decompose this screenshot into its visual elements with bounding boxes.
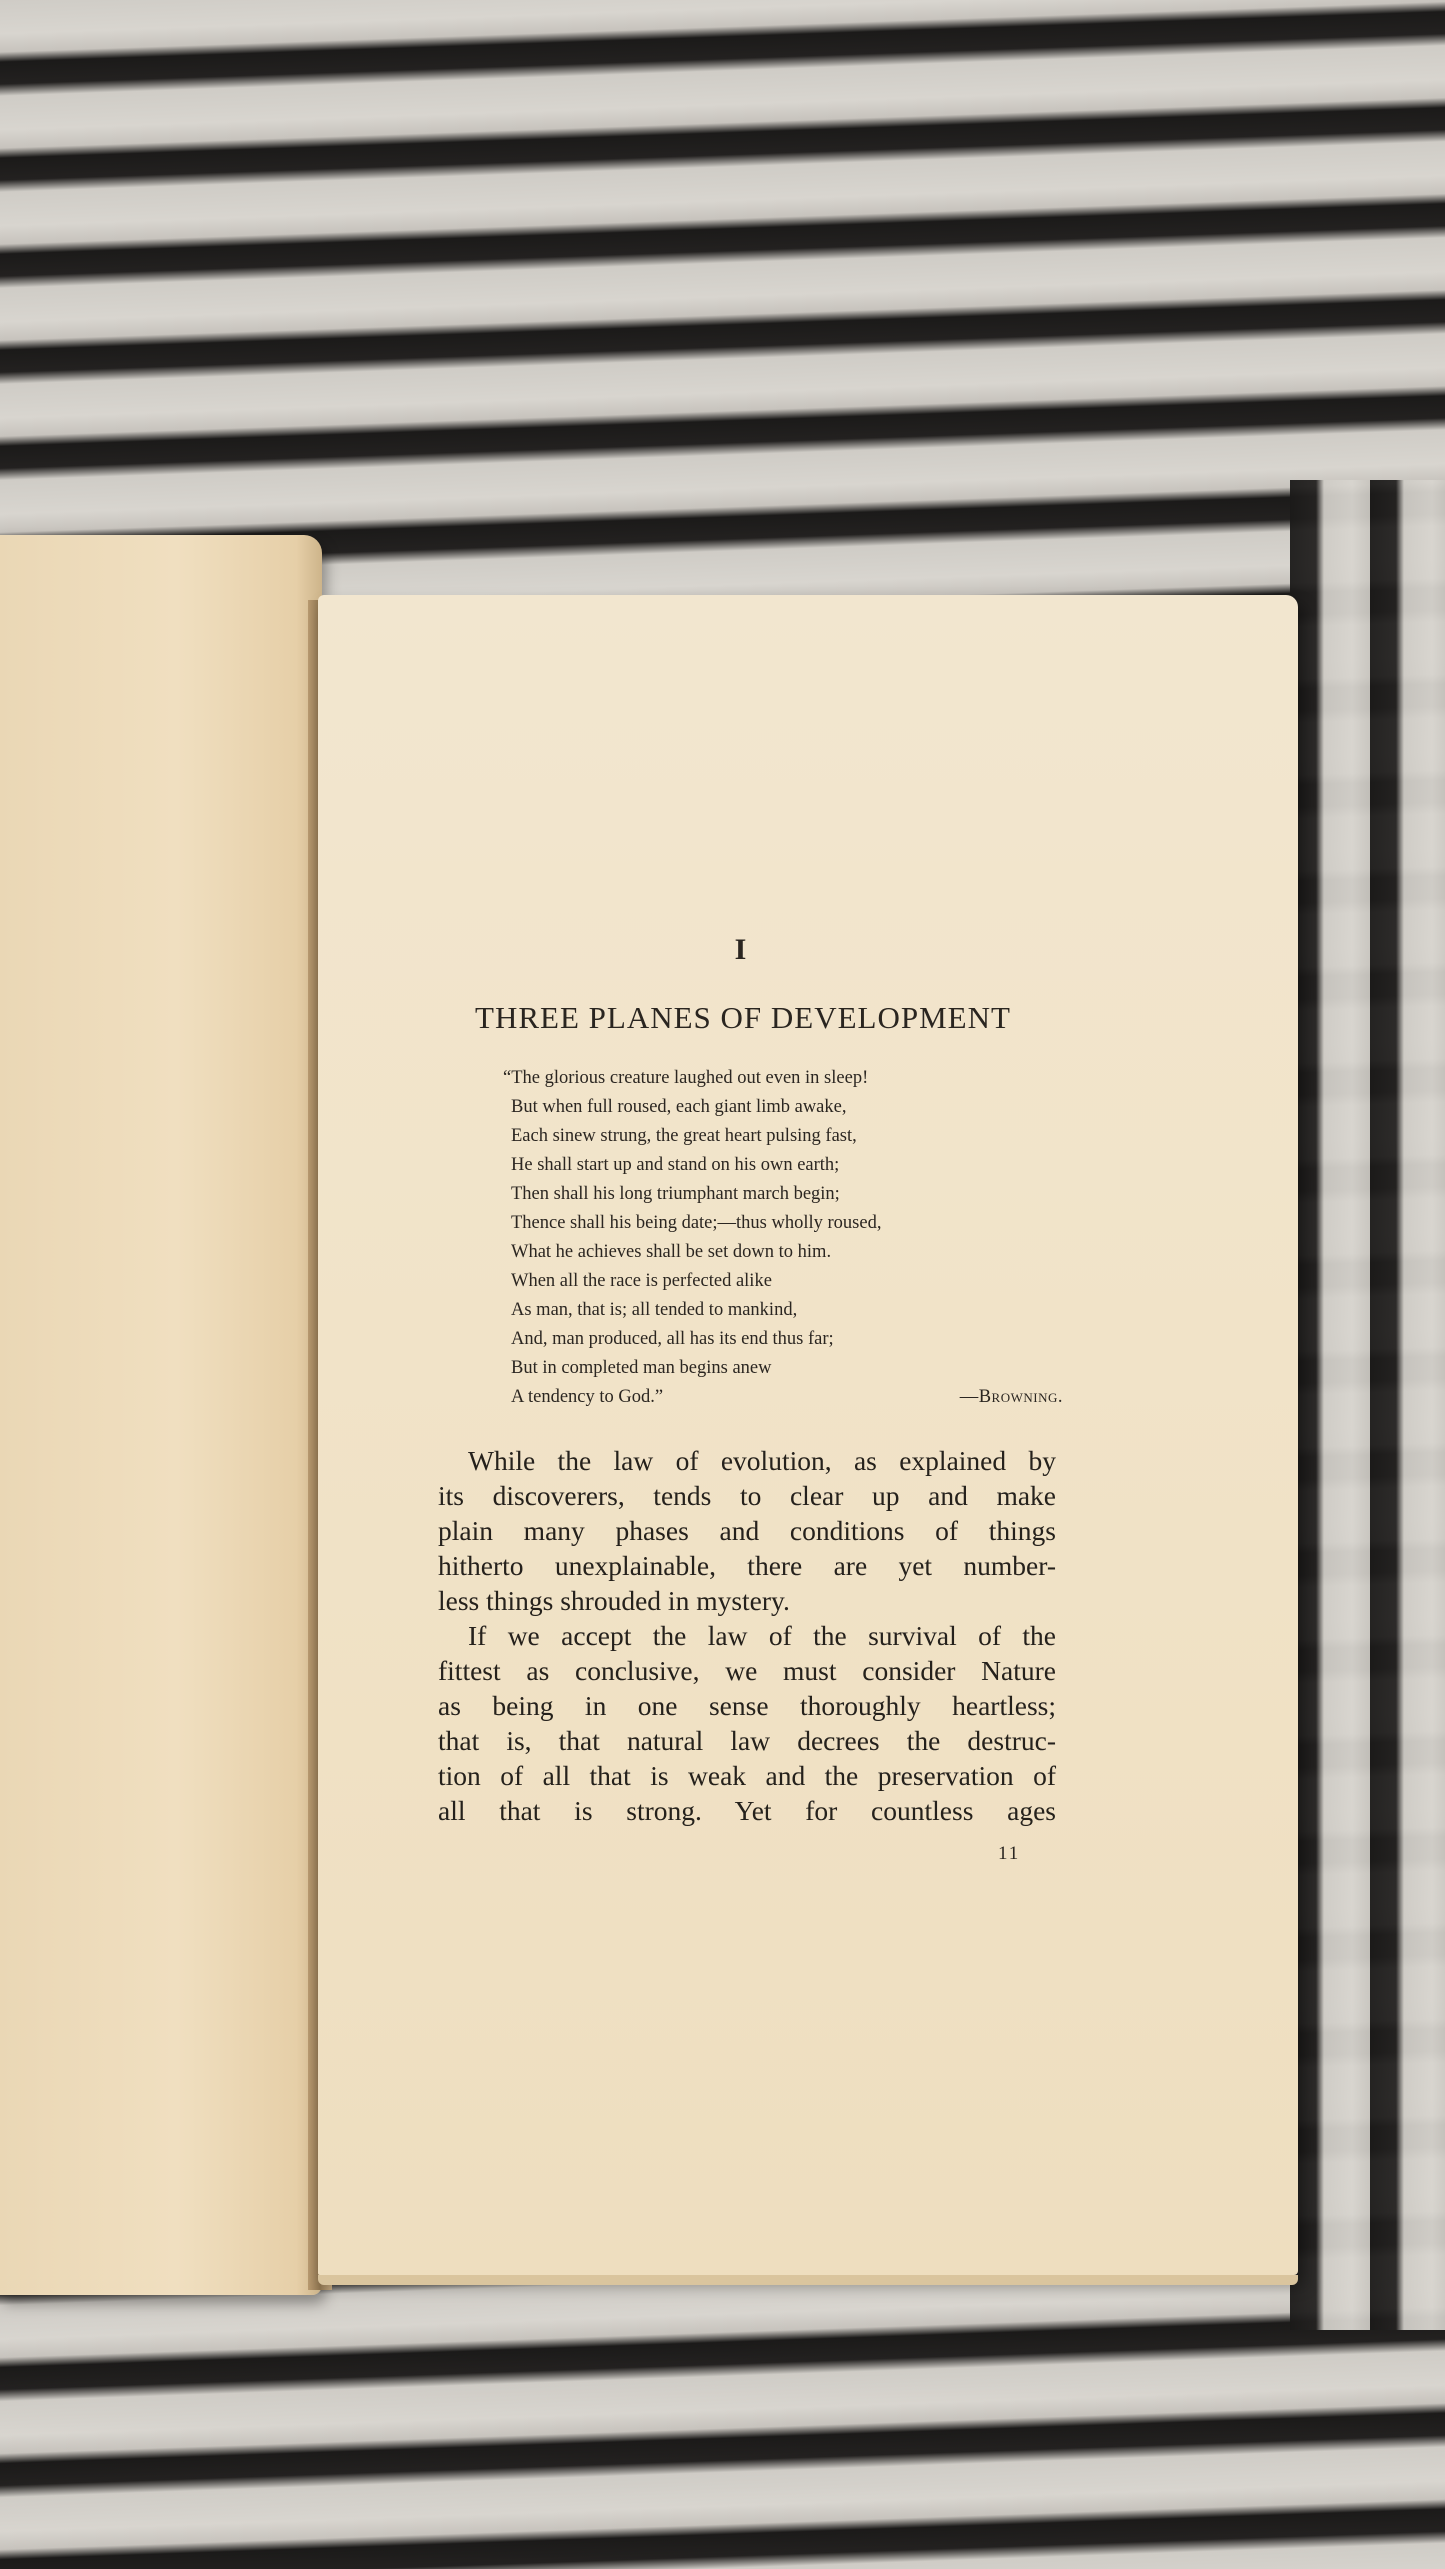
body-line: hitherto unexplainable, there are yet number- bbox=[438, 1550, 1056, 1581]
epigraph-line: As man, that is; all tended to mankind, bbox=[511, 1300, 798, 1320]
body-line: as being in one sense thoroughly heartless; bbox=[438, 1690, 1056, 1721]
body-line: tion of all that is weak and the preservation of bbox=[438, 1760, 1056, 1791]
chapter-title: THREE PLANES OF DEVELOPMENT bbox=[475, 1000, 1011, 1035]
epigraph-line: Thence shall his being date;—thus wholly roused, bbox=[511, 1213, 882, 1233]
body-line: fittest as conclusive, we must consider Nature bbox=[438, 1655, 1056, 1686]
body-line: less things shrouded in mystery. bbox=[438, 1585, 790, 1616]
epigraph bbox=[503, 1064, 1063, 1412]
striped-cloth-right-edge bbox=[1290, 480, 1445, 2330]
epigraph-line: “The glorious creature laughed out even in sleep! bbox=[503, 1068, 869, 1088]
left-blank-page bbox=[0, 535, 322, 2295]
body-line: plain many phases and conditions of things bbox=[438, 1515, 1056, 1546]
epigraph-line: What he achieves shall be set down to him. bbox=[511, 1242, 832, 1262]
epigraph-line: When all the race is perfected alike bbox=[511, 1271, 772, 1291]
epigraph-line: But when full roused, each giant limb awake, bbox=[511, 1097, 847, 1117]
epigraph-line: But in completed man begins anew bbox=[511, 1358, 772, 1378]
chapter-number: I bbox=[734, 933, 747, 966]
epigraph-line: Then shall his long triumphant march begin; bbox=[511, 1184, 840, 1204]
epigraph-line: A tendency to God.” bbox=[511, 1387, 664, 1407]
page-number: 11 bbox=[998, 1843, 1021, 1864]
right-page bbox=[318, 595, 1298, 2275]
epigraph-line: Each sinew strung, the great heart pulsing fast, bbox=[511, 1126, 857, 1146]
body-line: While the law of evolution, as explained by bbox=[468, 1445, 1056, 1476]
body-line: If we accept the law of the survival of the bbox=[468, 1620, 1056, 1651]
epigraph-line: He shall start up and stand on his own earth; bbox=[511, 1155, 840, 1175]
body-line: its discoverers, tends to clear up and make bbox=[438, 1480, 1056, 1511]
epigraph-attribution: —Browning. bbox=[959, 1387, 1063, 1407]
body-line: that is, that natural law decrees the destruc- bbox=[438, 1725, 1056, 1756]
body-text bbox=[438, 1443, 1056, 1828]
epigraph-line: And, man produced, all has its end thus far; bbox=[511, 1329, 834, 1349]
epigraph-final-row bbox=[503, 1383, 1063, 1412]
body-line: all that is strong. Yet for countless ages bbox=[438, 1795, 1056, 1826]
